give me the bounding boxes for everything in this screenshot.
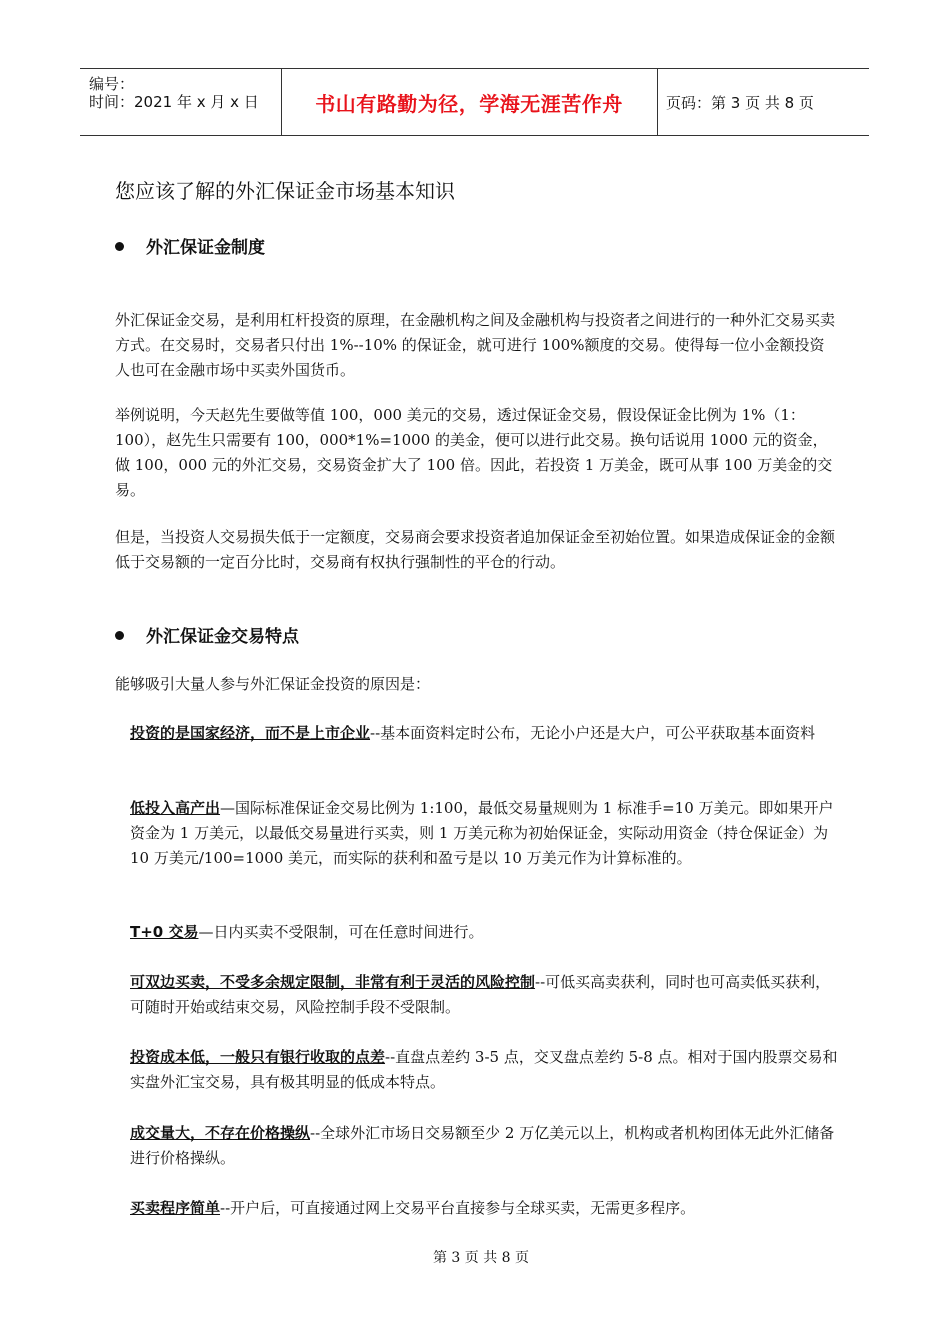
paragraph: 举例说明，今天赵先生要做等值 100，000 美元的交易，透过保证金交易，假设保证金比例为 1%（1：100），赵先生只需要有 100，000*1%=1000 的美金，便可以进行此交易。换句话说用 1000 元的资金，做 100，000 元的外汇交易，交易资金扩大了 100 倍。因此，若投资 1 万美金，既可从事 100 万美金的交易。 <box>115 406 833 499</box>
section-heading-trading-features <box>115 622 299 647</box>
paragraph: 但是，当投资人交易损失低于一定额度，交易商会要求投资者追加保证金至初始位置。如果造成保证金的金额低于交易额的一定百分比时，交易商有权执行强制性的平仓的行动。 <box>115 528 836 571</box>
page-footer: 第 3 页 共 8 页 <box>432 1250 530 1266</box>
feature-text: --直盘点差约 3-5 点，交叉盘点差约 5-8 点。相对于国内股票交易和实盘外汇宝交易，具有极其明显的低成本特点。 <box>130 1048 838 1091</box>
feature-title: 投资的是国家经济，而不是上市企业 <box>130 724 371 742</box>
feature-text: --开户后，可直接通过网上交易平台直接参与全球买卖，无需更多程序。 <box>220 1199 696 1217</box>
feature-item <box>130 970 840 1020</box>
feature-title: 低投入高产出 <box>130 799 221 817</box>
feature-item <box>130 1121 840 1171</box>
feature-text: —国际标准保证金交易比例为 1:100，最低交易量规则为 1 标准手=10 万美元。即如果开户资金为 1 万美元，以最低交易量进行买卖，则 1 万美元称为初始保证金，实际动用资金（持仓保证金）为 10 万美元/100=1000 美元，而实际的获利和盈亏是以 10 万美元作为计算标准的。 <box>130 799 834 867</box>
section-heading-margin-system <box>115 233 265 258</box>
feature-text: —日内买卖不受限制，可在任意时间进行。 <box>198 923 484 941</box>
feature-title: 成交量大，不存在价格操纵 <box>130 1124 311 1142</box>
section-intro: 能够吸引大量人参与外汇保证金投资的原因是： <box>115 675 431 693</box>
doc-number-label: 编号： <box>89 75 135 93</box>
feature-text: --基本面资料定时公布，无论小户还是大户，可公平获取基本面资料 <box>370 724 816 742</box>
feature-text: --可低买高卖获利，同时也可高卖低买获利，可随时开始或结束交易，风险控制手段不受限制。 <box>130 973 831 1016</box>
feature-title: 买卖程序简单 <box>130 1199 221 1217</box>
header-page-number: 页码：第 3 页 共 8 页 <box>666 93 814 112</box>
page-header <box>80 68 869 136</box>
feature-item <box>130 721 840 746</box>
header-motto-cell <box>281 69 658 135</box>
doc-date-label: 时间：2021 年 x 月 x 日 <box>89 93 259 111</box>
feature-text: --全球外汇市场日交易额至少 2 万亿美元以上，机构或者机构团体无此外汇储备进行价格操纵。 <box>130 1124 835 1167</box>
feature-item <box>130 1196 840 1221</box>
feature-title: T+0 交易 <box>130 923 199 941</box>
feature-item <box>130 1045 840 1095</box>
feature-title: 可双边买卖，不受多余规定限制，非常有利于灵活的风险控制 <box>130 973 536 991</box>
feature-title: 投资成本低，一般只有银行收取的点差 <box>130 1048 386 1066</box>
header-meta <box>80 69 282 135</box>
bullet-icon <box>115 242 124 251</box>
section-heading-text: 外汇保证金制度 <box>146 238 265 258</box>
feature-item <box>130 796 840 871</box>
paragraph: 外汇保证金交易，是利用杠杆投资的原理，在金融机构之间及金融机构与投资者之间进行的一种外汇交易买卖方式。在交易时，交易者只付出 1%--10% 的保证金，就可进行 100%额度的交易。使得每一位小金额投资人也可在金融市场中买卖外国货币。 <box>115 311 836 379</box>
motto: 书山有路勤为径，学海无涯苦作舟 <box>315 91 623 116</box>
section-heading-text: 外汇保证金交易特点 <box>146 627 299 647</box>
page-title: 您应该了解的外汇保证金市场基本知识 <box>115 179 455 203</box>
bullet-icon <box>115 631 124 640</box>
feature-item <box>130 920 840 945</box>
